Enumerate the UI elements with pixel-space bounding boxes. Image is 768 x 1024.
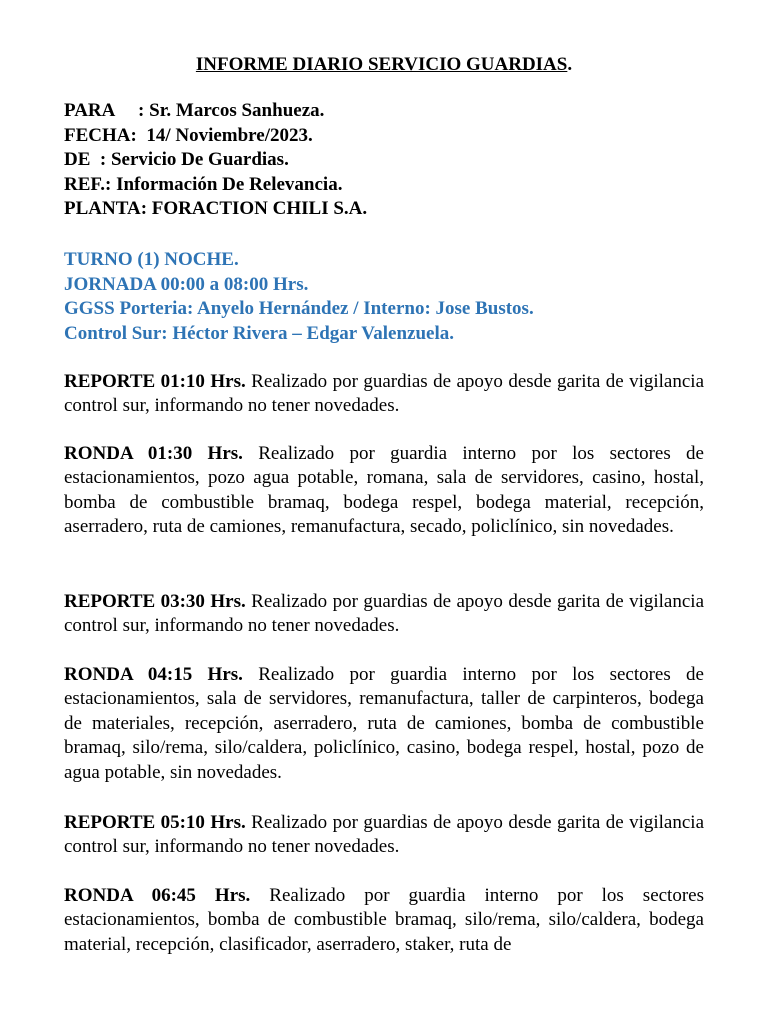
- entry-label: RONDA 01:30 Hrs.: [64, 443, 243, 464]
- entry-label: RONDA 04:15 Hrs.: [64, 664, 243, 685]
- round-entry: [64, 663, 704, 785]
- entry-text: Realizado por guardia interno por los sectores de estacionamientos, sala de servidores, remanufactura, taller de carpinteros, bodega de materiales, recepción, aserradero, ruta de camiones, bomba de combustible bramaq, silo/rema, silo/caldera, policlínico, casino, bodega respel, hostal, pozo de agua potable, sin novedades.: [64, 664, 704, 783]
- entry-label: REPORTE 01:10 Hrs.: [64, 371, 246, 392]
- entry-label: REPORTE 03:30 Hrs.: [64, 591, 246, 612]
- round-entry: [64, 884, 704, 957]
- entry-text: Realizado por guardias de apoyo desde garita de vigilancia control sur, informando no tener novedades.: [64, 371, 704, 417]
- entry-text: Realizado por guardias de apoyo desde garita de vigilancia control sur, informando no tener novedades.: [64, 591, 704, 637]
- header-fecha: FECHA: 14/ Noviembre/2023.: [64, 124, 313, 146]
- entry-label: REPORTE 05:10 Hrs.: [64, 812, 246, 833]
- entry-text: Realizado por guardia interno por los sectores estacionamientos, bomba de combustible bramaq, silo/rema, silo/caldera, bodega material, recepción, clasificador, aserradero, staker, ruta de: [64, 885, 704, 955]
- header-de: DE : Servicio De Guardias.: [64, 149, 289, 170]
- header-para: PARA : Sr. Marcos Sanhueza.: [64, 100, 325, 121]
- shift-control-sur: Control Sur: Héctor Rivera – Edgar Valenzuela.: [64, 322, 455, 344]
- entry-text: Realizado por guardias de apoyo desde garita de vigilancia control sur, informando no tener novedades.: [64, 812, 704, 858]
- header-ref: REF.: Información De Relevancia.: [64, 173, 343, 195]
- title-suffix: .: [567, 54, 573, 75]
- shift-info: [64, 248, 534, 346]
- document-title: [0, 52, 768, 78]
- shift-turno: TURNO (1) NOCHE.: [64, 249, 239, 270]
- header-planta: PLANTA: FORACTION CHILI S.A.: [64, 198, 368, 219]
- shift-jornada: JORNADA 00:00 a 08:00 Hrs.: [64, 273, 309, 295]
- memo-header: [64, 99, 367, 222]
- round-entry: [64, 442, 704, 540]
- report-entry: [64, 811, 704, 860]
- report-entry: [64, 370, 704, 419]
- report-entry: [64, 590, 704, 639]
- entry-label: RONDA 06:45 Hrs.: [64, 885, 251, 906]
- title-text: INFORME DIARIO SERVICIO GUARDIAS: [195, 54, 568, 75]
- shift-porteria: GGSS Porteria: Anyelo Hernández / Interno: Jose Bustos.: [64, 298, 534, 319]
- entry-text: Realizado por guardia interno por los sectores de estacionamientos, pozo agua potable, romana, sala de servidores, casino, hostal, bomba de combustible bramaq, bodega respel, bodega material, recepción, aserradero, ruta de camiones, remanufactura, secado, policlínico, sin novedades.: [64, 443, 704, 538]
